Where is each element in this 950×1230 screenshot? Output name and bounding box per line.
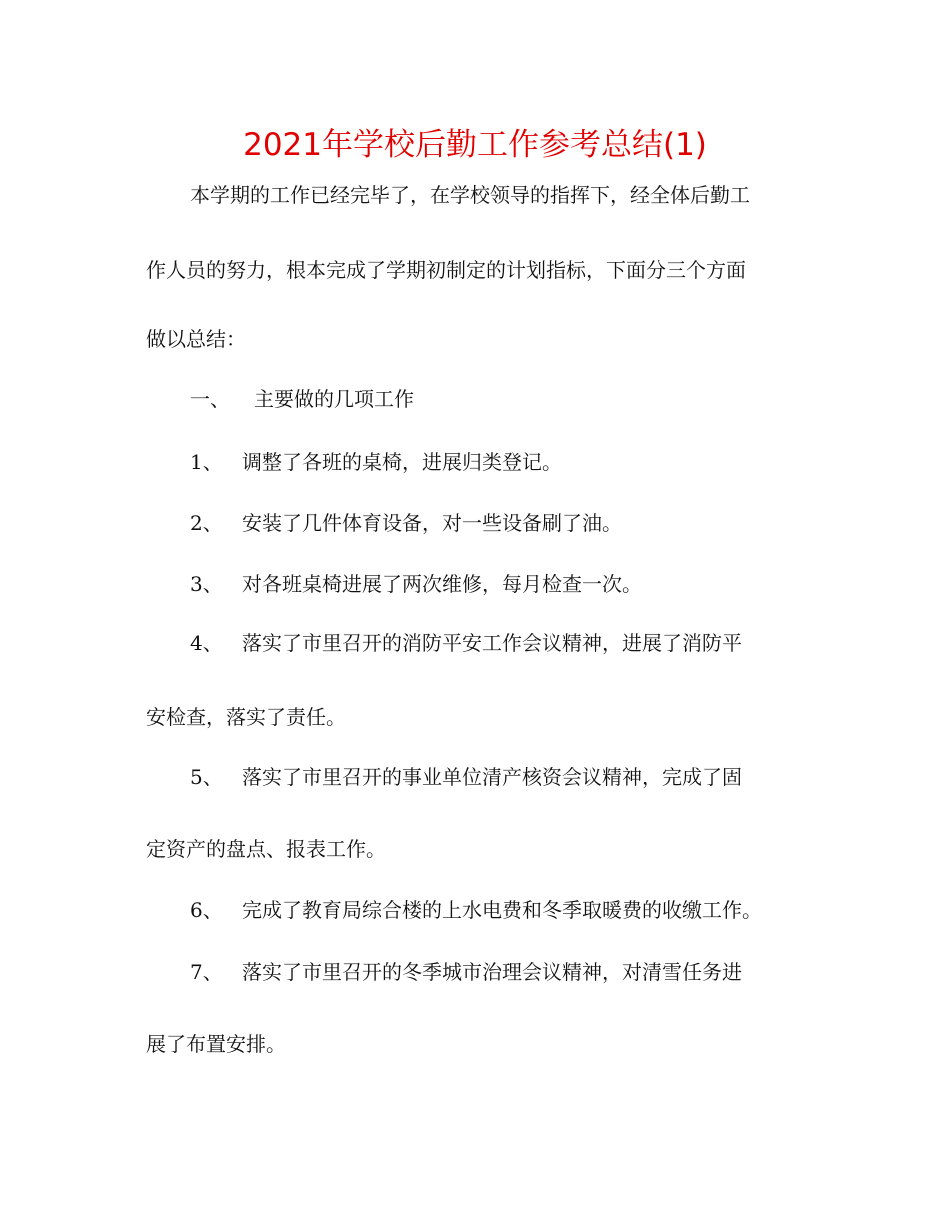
item-number: 2、 — [190, 511, 223, 535]
list-item-continuation: 安检查，落实了责任。 — [146, 705, 346, 729]
item-text: 落实了市里召开的冬季城市治理会议精神，对清雪任务进 — [242, 960, 742, 984]
item-number: 1、 — [190, 450, 223, 474]
item-text: 落实了市里召开的消防平安工作会议精神，进展了消防平 — [242, 631, 742, 655]
intro-line-1: 本学期的工作已经完毕了，在学校领导的指挥下，经全体后勤工 — [190, 183, 750, 207]
section-heading-text: 主要做的几项工作 — [254, 387, 414, 411]
item-text: 对各班桌椅进展了两次维修，每月检查一次。 — [242, 572, 642, 596]
list-item — [190, 447, 562, 477]
item-number: 3、 — [190, 572, 223, 596]
list-item — [190, 628, 742, 658]
item-number: 4、 — [190, 631, 223, 655]
item-number: 5、 — [190, 765, 223, 789]
list-item-continuation: 定资产的盘点、报表工作。 — [146, 837, 386, 861]
item-number: 7、 — [190, 960, 223, 984]
item-text: 完成了教育局综合楼的上水电费和冬季取暖费的收缴工作。 — [242, 898, 762, 922]
section-heading — [190, 384, 414, 414]
document-title: 2021年学校后勤工作参考总结(1) — [243, 127, 707, 163]
section-number: 一、 — [190, 387, 230, 411]
intro-line-3: 做以总结： — [146, 327, 246, 351]
item-text: 调整了各班的桌椅，进展归类登记。 — [242, 450, 562, 474]
list-item — [190, 957, 742, 987]
list-item — [190, 569, 642, 599]
item-number: 6、 — [190, 898, 223, 922]
item-text: 落实了市里召开的事业单位清产核资会议精神，完成了固 — [242, 765, 742, 789]
list-item — [190, 762, 742, 792]
item-text: 安装了几件体育设备，对一些设备刷了油。 — [242, 511, 622, 535]
list-item — [190, 508, 622, 538]
list-item — [190, 895, 762, 925]
list-item-continuation: 展了布置安排。 — [146, 1032, 286, 1056]
intro-line-2: 作人员的努力，根本完成了学期初制定的计划指标，下面分三个方面 — [146, 258, 746, 282]
